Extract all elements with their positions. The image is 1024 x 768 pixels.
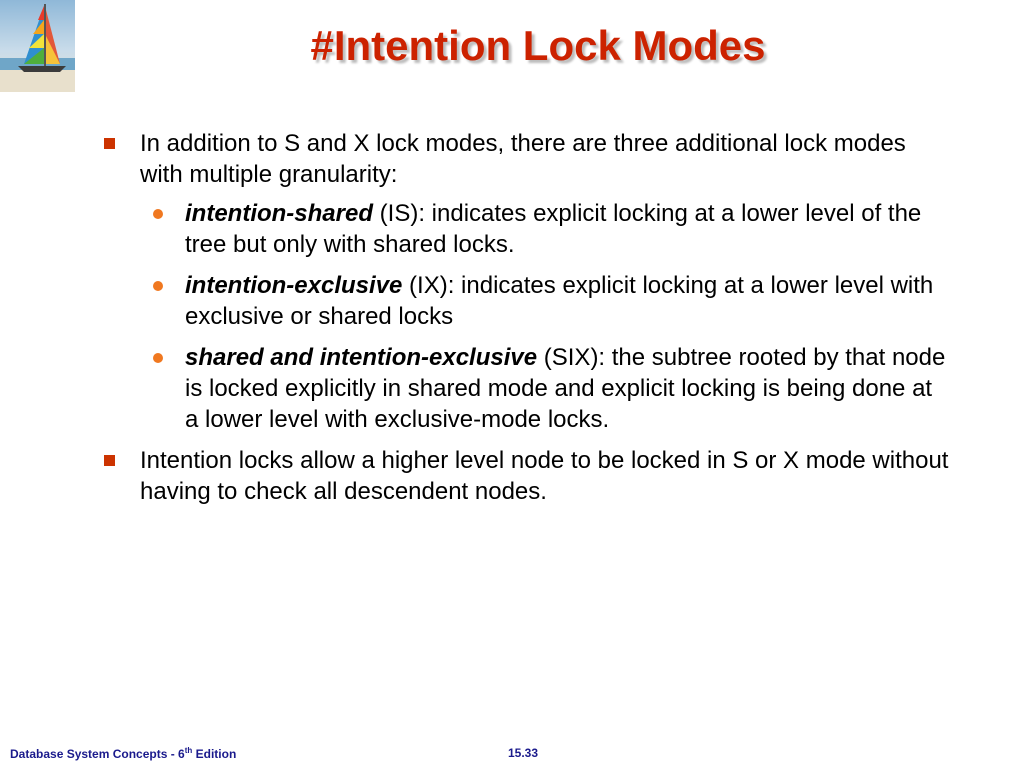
sub-bullet-list bbox=[140, 198, 950, 435]
bullet-term: intention-exclusive bbox=[185, 272, 403, 299]
slide-title: #Intention Lock Modes bbox=[310, 22, 766, 69]
footer-book-prefix: Database System Concepts - 6 bbox=[10, 747, 185, 761]
round-bullet-icon bbox=[153, 353, 163, 363]
footer-book-title bbox=[10, 746, 236, 761]
bullet-text: (SIX): the subtree rooted by that node is locked explicitly in shared mode and explicit locking is being done at a lower level with exclusive-mode locks. bbox=[185, 344, 946, 433]
bullet-text: Intention locks allow a higher level node to be locked in S or X mode without having to check all descendent nodes. bbox=[140, 447, 949, 505]
bullet-item bbox=[100, 445, 950, 507]
bullet-text: (IX): indicates explicit locking at a lower level with exclusive or shared locks bbox=[185, 272, 934, 330]
slide-content bbox=[100, 128, 950, 517]
bullet-term: shared and intention-exclusive bbox=[185, 344, 538, 371]
bullet-text: In addition to S and X lock modes, there are three additional lock modes with multiple granularity: bbox=[140, 130, 906, 188]
sub-bullet-item bbox=[140, 270, 950, 332]
bullet-item bbox=[100, 128, 950, 435]
square-bullet-icon bbox=[104, 455, 115, 466]
footer-book-sup: th bbox=[184, 746, 193, 755]
footer-book-suffix: Edition bbox=[192, 747, 237, 761]
round-bullet-icon bbox=[153, 209, 163, 219]
sub-bullet-item bbox=[140, 198, 950, 260]
footer-page-number: 15.33 bbox=[508, 746, 539, 760]
bullet-term: intention-shared bbox=[185, 200, 374, 227]
sub-bullet-item bbox=[140, 342, 950, 435]
bullet-text: (IS): indicates explicit locking at a lower level of the tree but only with shared locks. bbox=[185, 200, 922, 258]
round-bullet-icon bbox=[153, 281, 163, 291]
square-bullet-icon bbox=[104, 138, 115, 149]
